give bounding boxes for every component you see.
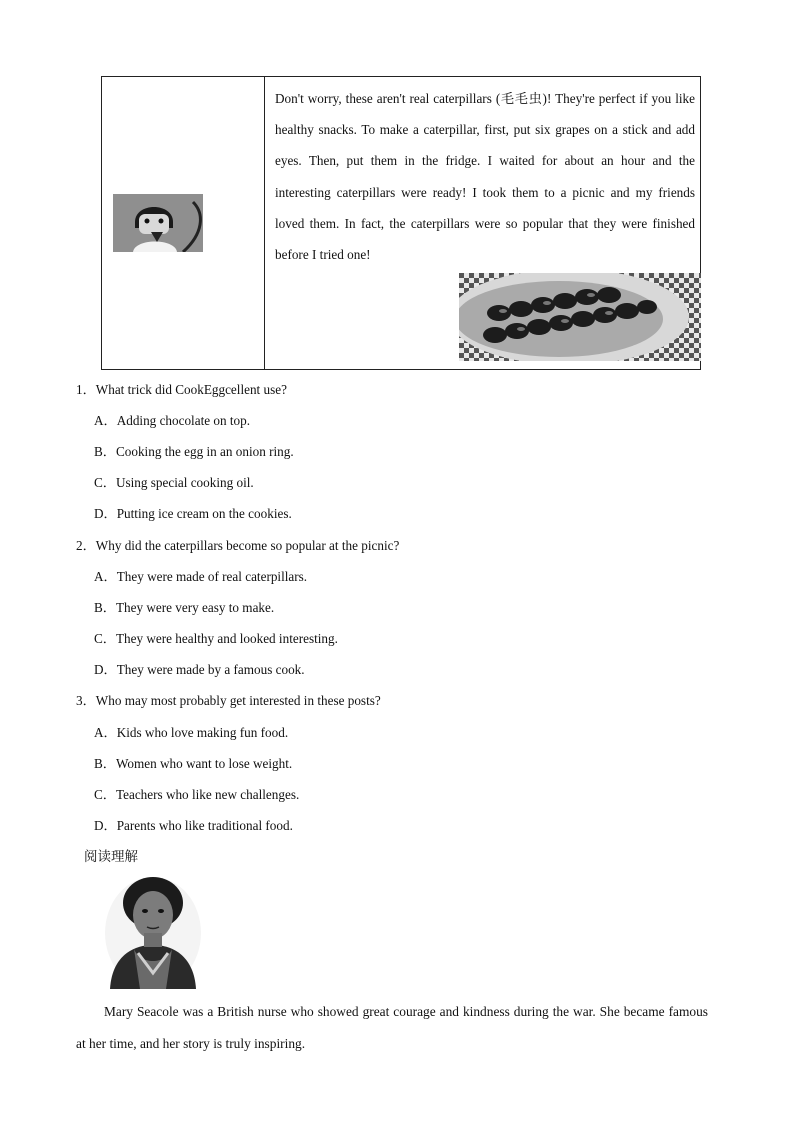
option-b[interactable]: B．Women who want to lose weight. xyxy=(94,756,293,771)
option-c[interactable]: C．Teachers who like new challenges. xyxy=(94,787,300,802)
section-title: 阅读理解 xyxy=(84,849,138,865)
option-a[interactable]: A．Kids who love making fun food. xyxy=(94,725,289,740)
option-b[interactable]: B．Cooking the egg in an onion ring. xyxy=(94,444,294,459)
passage-text: Mary Seacole was a British nurse who showed great courage and kindness during the war. She became famous at her time, and her story is truly inspiring. xyxy=(76,1004,708,1051)
question-stem: 1．What trick did CookEggcellent use? xyxy=(76,382,287,397)
post-text: Don't worry, these aren't real caterpillars (毛毛虫)! They're perfect if you like healthy snacks. To make a caterpillar, first, put six grapes on a stick and add eyes. Then, put them in the fridge. I waited for about an hour and the interesting caterpillars were ready! I took them to a picnic and my friends loved them. In fact, the caterpillars were so popular that they were finished before I tried one! xyxy=(275,91,695,263)
post-table xyxy=(101,76,701,370)
question-stem: 3．Who may most probably get interested in these posts? xyxy=(76,693,381,708)
question-stem: 2．Why did the caterpillars become so popular at the picnic? xyxy=(76,538,400,553)
option-c[interactable]: C．Using special cooking oil. xyxy=(94,475,254,490)
option-d[interactable]: D．Putting ice cream on the cookies. xyxy=(94,506,292,521)
avatar-image xyxy=(113,194,203,252)
option-a[interactable]: A．They were made of real caterpillars. xyxy=(94,569,308,584)
option-b[interactable]: B．They were very easy to make. xyxy=(94,600,275,615)
caterpillar-snack-photo xyxy=(459,273,701,361)
option-d[interactable]: D．They were made by a famous cook. xyxy=(94,662,305,677)
table-divider xyxy=(264,77,265,369)
option-a[interactable]: A．Adding chocolate on top. xyxy=(94,413,251,428)
portrait-image xyxy=(104,873,202,989)
option-d[interactable]: D．Parents who like traditional food. xyxy=(94,818,293,833)
option-c[interactable]: C．They were healthy and looked interesting. xyxy=(94,631,338,646)
